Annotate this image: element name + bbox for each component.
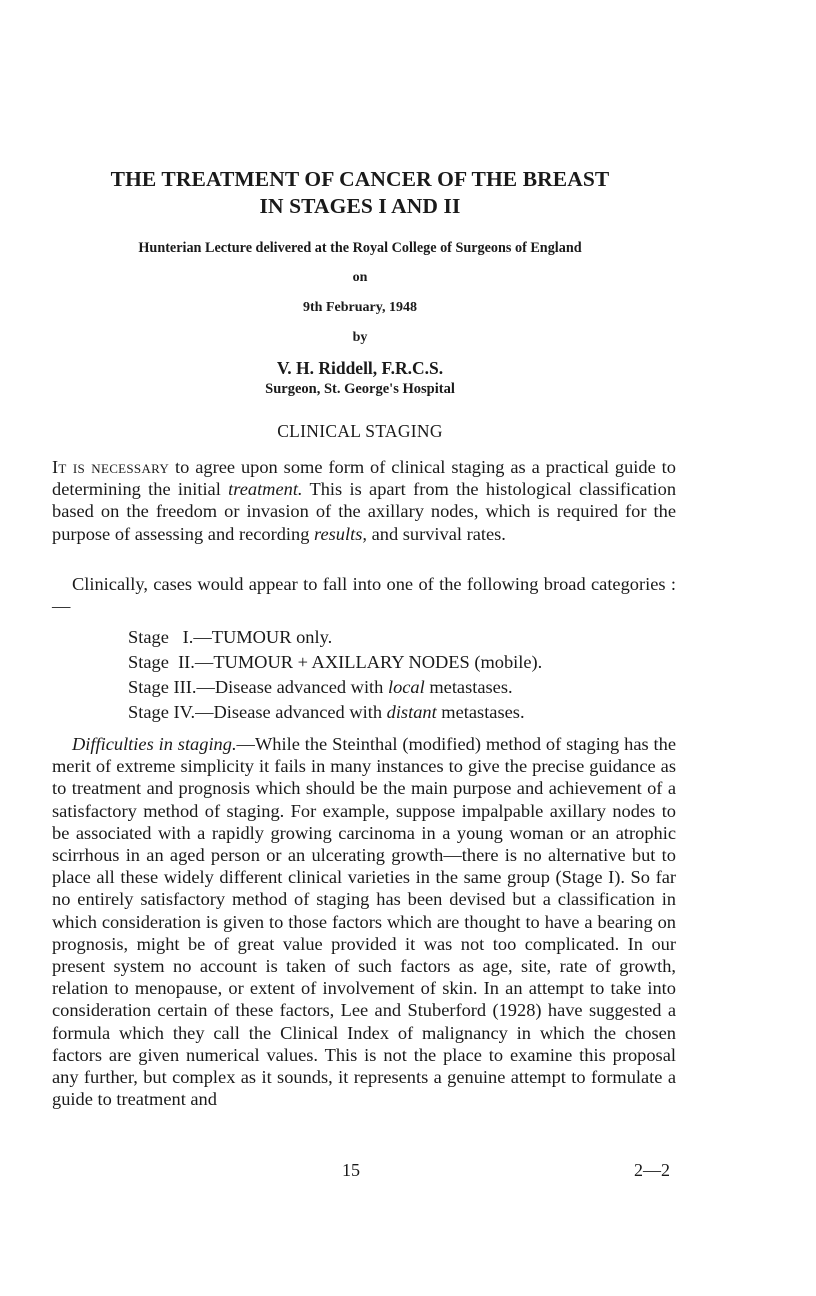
title-line-2: IN STAGES I AND II [259,194,461,218]
stage-number: II. [178,652,195,672]
para1-text-2: This is apart from the histological classification based on the freedom or invasion of the axillary nodes, which is required for the purpose of assessing and recording [52,479,677,544]
para1-emphasis-treatment: treatment. [228,479,303,500]
para3-heading: Difficulties in staging. [72,734,237,754]
section-heading: CLINICAL STAGING [277,421,443,441]
stage-label: Stage [128,627,169,647]
paragraph-2 [52,573,676,617]
stage-text-end: metastases. [436,702,525,722]
lecture-note: Hunterian Lecture delivered at the Royal College of Surgeons of England [138,240,582,256]
stage-number: I. [182,627,194,647]
paragraph-3 [52,733,676,1110]
article-title [52,166,668,220]
para1-text-3: and survival rates. [366,523,506,544]
stage-item [128,625,542,650]
page-number: 15 [342,1160,360,1180]
lecture-on: on [352,270,368,285]
stage-item [128,650,542,675]
stage-text: —Disease advanced with [196,677,388,697]
signature-mark: 2—2 [634,1160,670,1180]
stage-label: Stage [128,677,169,697]
title-line-1: THE TREATMENT OF CANCER OF THE BREAST [110,167,610,191]
para3-text: —While the Steinthal (modified) method of staging has the merit of extreme simplicity it fails in many instances to give the precise guidance as to treatment and prognosis which should be the main purpose and achievement of a satisfactory method of staging. For example, suppose impalpable axillary nodes to be associated with a rapidly growing carcinoma in a young woman or an atrophic scirrhous in an aged person or an ulcerating growth—there is no alternative but to place all these widely different clinical varieties in the same group (Stage I). So far no entirely satisfactory method of staging has been devised but a classification in which consideration is given to those factors which are thought to have a bearing on prognosis, might be of great value provided it was not too complicated. In our present system no account is taken of such factors as age, site, rate of growth, relation to menopause, or extent of involvement of skin. In an attempt to take into consideration certain of these factors, Lee and Stuberford (1928) have suggested a formula which they call the Clinical Index of malignancy in which the chosen factors are given numerical values. This is not the place to examine this proposal any further, but complex as it sounds, it represents a genuine attempt to formulate a guide to treatment and [52,734,676,1110]
stage-list [128,625,542,725]
stage-number: IV. [173,702,196,722]
stage-emphasis: local [387,677,425,697]
author-name: V. H. Riddell, F.R.C.S. [276,358,444,378]
para1-emphasis-results: results, [314,523,367,544]
lecture-by: by [352,330,368,345]
para1-text-1: to agree upon some form of clinical staging as a practical guide to determining the initial [52,457,676,500]
para1-lead: It is necessary [52,457,170,477]
paragraph-1 [52,456,676,545]
stage-text: —Disease advanced with [195,702,387,722]
stage-text: —TUMOUR only. [193,627,333,647]
stage-number: III. [173,677,197,697]
stage-label: Stage [128,702,169,722]
stage-item [128,675,542,700]
stage-text-end: metastases. [424,677,513,697]
stage-text: —TUMOUR + AXILLARY NODES (mobile). [194,652,543,672]
stage-emphasis: distant [386,702,437,722]
stage-label: Stage [128,652,169,672]
para2-text: Clinically, cases would appear to fall into one of the following broad categories :— [52,574,676,617]
author-affiliation: Surgeon, St. George's Hospital [265,381,455,397]
lecture-date: 9th February, 1948 [303,300,417,315]
stage-item [128,700,542,725]
